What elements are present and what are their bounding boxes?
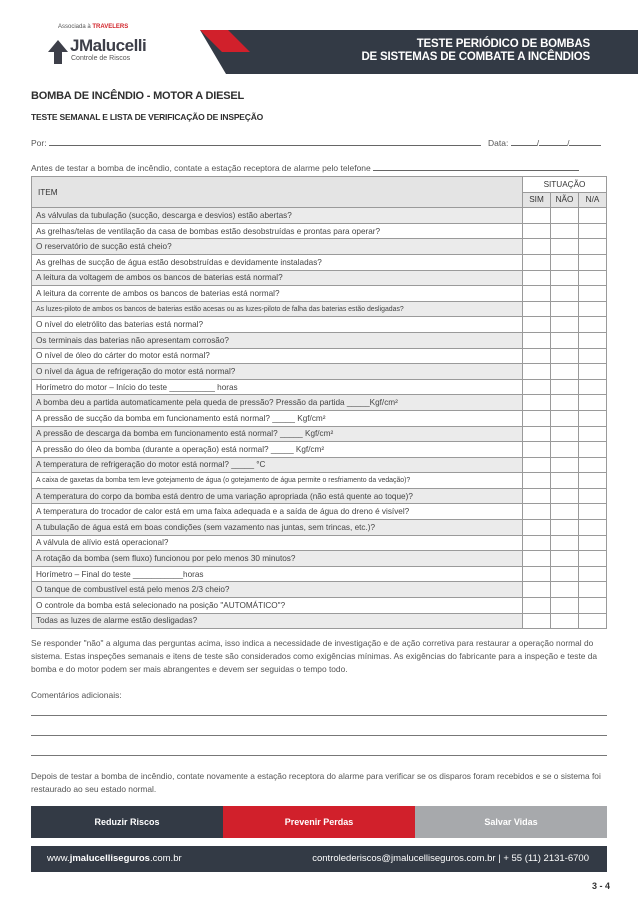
checklist-row [32, 379, 607, 395]
checkbox-nao[interactable] [551, 270, 579, 286]
checkbox-na[interactable] [579, 473, 607, 489]
por-field[interactable] [49, 138, 481, 146]
checklist-row [32, 535, 607, 551]
checkbox-nao[interactable] [551, 332, 579, 348]
checkbox-nao[interactable] [551, 395, 579, 411]
checklist-row [32, 286, 607, 302]
checklist-item-text: A temperatura de refrigeração do motor está normal? _____ °C [32, 457, 523, 473]
checkbox-nao[interactable] [551, 410, 579, 426]
checklist-item-text: A pressão de descarga da bomba em funcionamento está normal? _____ Kgf/cm² [32, 426, 523, 442]
col-sim: SIM [523, 192, 551, 208]
checklist-row [32, 270, 607, 286]
checkbox-na[interactable] [579, 395, 607, 411]
slogan-prevenir: Prevenir Perdas [223, 806, 415, 838]
checkbox-na[interactable] [579, 426, 607, 442]
checklist-item-text: Os terminais das baterias não apresentam corrosão? [32, 332, 523, 348]
checkbox-nao[interactable] [551, 223, 579, 239]
checkbox-na[interactable] [579, 613, 607, 629]
checkbox-nao[interactable] [551, 488, 579, 504]
document-title: TESTE PERIÓDICO DE BOMBAS DE SISTEMAS DE COMBATE A INCÊNDIOS [361, 38, 590, 63]
checklist-row [32, 520, 607, 536]
checkbox-sim[interactable] [523, 535, 551, 551]
checkbox-sim[interactable] [523, 270, 551, 286]
after-test-note: Depois de testar a bomba de incêndio, contate novamente a estação receptora do alarme para verificar se os disparos foram recebidos e se o sistema foi restaurado ao seu estado normal. [31, 771, 601, 794]
checklist-row [32, 613, 607, 629]
checklist-row [32, 410, 607, 426]
checklist-row [32, 208, 607, 224]
checkbox-nao[interactable] [551, 348, 579, 364]
checklist-item-text: A caixa de gaxetas da bomba tem leve gotejamento de água (o gotejamento de água permite o resfriamento da vedação)? [32, 473, 523, 489]
slogan-reduzir: Reduzir Riscos [31, 806, 223, 838]
checkbox-sim[interactable] [523, 286, 551, 302]
checklist-item-text: As válvulas da tubulação (sucção, descarga e desvios) estão abertas? [32, 208, 523, 224]
checkbox-sim[interactable] [523, 332, 551, 348]
checkbox-nao[interactable] [551, 582, 579, 598]
checkbox-nao[interactable] [551, 457, 579, 473]
checklist-row [32, 582, 607, 598]
checklist-row [32, 395, 607, 411]
checklist-item-text: A pressão de sucção da bomba em funcionamento está normal? _____ Kgf/cm² [32, 410, 523, 426]
comments-label: Comentários adicionais: [31, 690, 122, 700]
website-link[interactable]: www.jmalucelliseguros.com.br [47, 853, 182, 864]
checklist-row [32, 488, 607, 504]
checkbox-na[interactable] [579, 332, 607, 348]
checklist-row [32, 348, 607, 364]
checkbox-sim[interactable] [523, 223, 551, 239]
checkbox-na[interactable] [579, 442, 607, 458]
umbrella-logo-icon [46, 38, 70, 66]
checkbox-sim[interactable] [523, 208, 551, 224]
phone-row: Antes de testar a bomba de incêndio, contate a estação receptora de alarme pelo telefone [31, 163, 579, 173]
checklist-item-text: Horímetro do motor – Início do teste __________ horas [32, 379, 523, 395]
checkbox-na[interactable] [579, 223, 607, 239]
checklist-item-text: A rotação da bomba (sem fluxo) funcionou por pelo menos 30 minutos? [32, 551, 523, 567]
slogan-salvar: Salvar Vidas [415, 806, 607, 838]
checkbox-nao[interactable] [551, 426, 579, 442]
checkbox-na[interactable] [579, 520, 607, 536]
checklist-body [32, 208, 607, 629]
checkbox-nao[interactable] [551, 473, 579, 489]
checkbox-sim[interactable] [523, 301, 551, 317]
checklist-row [32, 598, 607, 614]
checkbox-sim[interactable] [523, 410, 551, 426]
instruction-note: Se responder "não" a alguma das perguntas acima, isso indica a necessidade de investigação e de ação corretiva para restaurar a operação normal do sistema. Estas inspeções semanais e itens de teste são considerados como exigências mínimas. As exigências do fabricante para a inspeção e teste da bomba e do motor podem ser mais abrangentes e devem ser seguidas o tempo todo. [31, 638, 598, 674]
checklist-row [32, 426, 607, 442]
checkbox-sim[interactable] [523, 520, 551, 536]
checkbox-nao[interactable] [551, 301, 579, 317]
section-heading: BOMBA DE INCÊNDIO - MOTOR A DIESEL [31, 90, 245, 102]
checkbox-sim[interactable] [523, 442, 551, 458]
contact-info[interactable]: controlederiscos@jmalucelliseguros.com.br | + 55 (11) 2131-6700 [312, 853, 589, 864]
checkbox-sim[interactable] [523, 395, 551, 411]
checklist-item-text: A temperatura do corpo da bomba está dentro de uma variação apropriada (não está quente ao toque)? [32, 488, 523, 504]
checkbox-na[interactable] [579, 504, 607, 520]
checkbox-na[interactable] [579, 566, 607, 582]
section-subheading: TESTE SEMANAL E LISTA DE VERIFICAÇÃO DE INSPEÇÃO [31, 112, 264, 122]
checkbox-nao[interactable] [551, 566, 579, 582]
checkbox-nao[interactable] [551, 551, 579, 567]
checklist-row [32, 332, 607, 348]
checkbox-na[interactable] [579, 535, 607, 551]
checkbox-na[interactable] [579, 364, 607, 380]
checklist-row [32, 301, 607, 317]
checklist-row [32, 364, 607, 380]
date-year-field[interactable] [569, 138, 601, 146]
date-day-field[interactable] [511, 138, 537, 146]
checklist-item-text: A bomba deu a partida automaticamente pela queda de pressão? Pressão da partida _____Kgf/cm² [32, 395, 523, 411]
checklist-row [32, 442, 607, 458]
checklist-row [32, 551, 607, 567]
situacao-header: SITUAÇÃO [523, 177, 607, 193]
checklist-item-text: O controle da bomba está selecionado na posição "AUTOMÁTICO"? [32, 598, 523, 614]
checkbox-nao[interactable] [551, 317, 579, 333]
checkbox-nao[interactable] [551, 520, 579, 536]
checklist-row [32, 566, 607, 582]
checklist-item-text: As luzes-piloto de ambos os bancos de baterias estão acesas ou as luzes-piloto de falha das baterias estão desligadas? [32, 301, 523, 317]
checklist-item-text: Todas as luzes de alarme estão desligadas? [32, 613, 523, 629]
checklist-item-text: O tanque de combustível está pelo menos 2/3 cheio? [32, 582, 523, 598]
checklist-row [32, 317, 607, 333]
checkbox-sim[interactable] [523, 488, 551, 504]
checkbox-na[interactable] [579, 239, 607, 255]
checklist-item-text: O nível da água de refrigeração do motor está normal? [32, 364, 523, 380]
checkbox-nao[interactable] [551, 208, 579, 224]
checkbox-nao[interactable] [551, 379, 579, 395]
page-number: 3 - 4 [591, 881, 610, 891]
checkbox-nao[interactable] [551, 239, 579, 255]
checklist-row [32, 473, 607, 489]
checklist-item-text: A leitura da voltagem de ambos os bancos de baterias está normal? [32, 270, 523, 286]
checkbox-sim[interactable] [523, 457, 551, 473]
checkbox-na[interactable] [579, 254, 607, 270]
checkbox-nao[interactable] [551, 364, 579, 380]
company-logo: Associada à TRAVELERS JMalucelli Controle de Riscos [34, 4, 174, 70]
checkbox-na[interactable] [579, 208, 607, 224]
checkbox-na[interactable] [579, 582, 607, 598]
checklist-row [32, 254, 607, 270]
brand-name: JMalucelli [70, 36, 147, 55]
date-row: Data: / / [488, 138, 601, 148]
checkbox-nao[interactable] [551, 504, 579, 520]
comment-line[interactable] [31, 755, 607, 756]
checkbox-nao[interactable] [551, 535, 579, 551]
checkbox-nao[interactable] [551, 598, 579, 614]
checkbox-na[interactable] [579, 317, 607, 333]
phone-field[interactable] [373, 163, 579, 171]
footer-bar [31, 846, 607, 872]
checklist-item-text: A temperatura do trocador de calor está em uma faixa adequada e a saída de água do dreno é visível? [32, 504, 523, 520]
checkbox-sim[interactable] [523, 317, 551, 333]
checklist-table [31, 176, 607, 629]
comment-line[interactable] [31, 735, 607, 736]
checklist-item-text: Horímetro – Final do teste ___________horas [32, 566, 523, 582]
checkbox-sim[interactable] [523, 348, 551, 364]
checklist-row [32, 457, 607, 473]
date-month-field[interactable] [539, 138, 567, 146]
checkbox-nao[interactable] [551, 254, 579, 270]
checkbox-sim[interactable] [523, 613, 551, 629]
checkbox-na[interactable] [579, 379, 607, 395]
checklist-item-text: As grelhas/telas de ventilação da casa de bombas estão desobstruídas e prontas para operar? [32, 223, 523, 239]
checkbox-sim[interactable] [523, 426, 551, 442]
brand-subtitle: Controle de Riscos [71, 55, 131, 62]
checkbox-sim[interactable] [523, 379, 551, 395]
checklist-row [32, 504, 607, 520]
checkbox-na[interactable] [579, 348, 607, 364]
item-header: ITEM [32, 177, 523, 208]
por-row: Por: [31, 138, 481, 148]
checkbox-sim[interactable] [523, 364, 551, 380]
checkbox-na[interactable] [579, 301, 607, 317]
checklist-item-text: A tubulação de água está em boas condições (sem vazamento nas juntas, sem trincas, etc.)? [32, 520, 523, 536]
checkbox-na[interactable] [579, 286, 607, 302]
checklist-item-text: A válvula de alívio está operacional? [32, 535, 523, 551]
checkbox-nao[interactable] [551, 442, 579, 458]
checkbox-na[interactable] [579, 457, 607, 473]
col-na: N/A [579, 192, 607, 208]
checkbox-nao[interactable] [551, 286, 579, 302]
checklist-item-text: A pressão do óleo da bomba (durante a operação) está normal? _____ Kgf/cm² [32, 442, 523, 458]
checklist-item-text: O reservatório de sucção está cheio? [32, 239, 523, 255]
col-nao: NÃO [551, 192, 579, 208]
checkbox-na[interactable] [579, 598, 607, 614]
checkbox-na[interactable] [579, 551, 607, 567]
checkbox-na[interactable] [579, 270, 607, 286]
checklist-item-text: A leitura da corrente de ambos os bancos de baterias está normal? [32, 286, 523, 302]
checkbox-sim[interactable] [523, 239, 551, 255]
checkbox-sim[interactable] [523, 566, 551, 582]
checklist-item-text: O nível de óleo do cárter do motor está normal? [32, 348, 523, 364]
checkbox-na[interactable] [579, 488, 607, 504]
checkbox-sim[interactable] [523, 504, 551, 520]
checkbox-sim[interactable] [523, 254, 551, 270]
checkbox-sim[interactable] [523, 598, 551, 614]
checklist-row [32, 239, 607, 255]
checkbox-nao[interactable] [551, 613, 579, 629]
checklist-row [32, 223, 607, 239]
checkbox-na[interactable] [579, 410, 607, 426]
checkbox-sim[interactable] [523, 582, 551, 598]
checklist-item-text: As grelhas de sucção de água estão desobstruídas e devidamente instaladas? [32, 254, 523, 270]
checkbox-sim[interactable] [523, 473, 551, 489]
checklist-item-text: O nível do eletrólito das baterias está normal? [32, 317, 523, 333]
checkbox-sim[interactable] [523, 551, 551, 567]
comment-line[interactable] [31, 715, 607, 716]
